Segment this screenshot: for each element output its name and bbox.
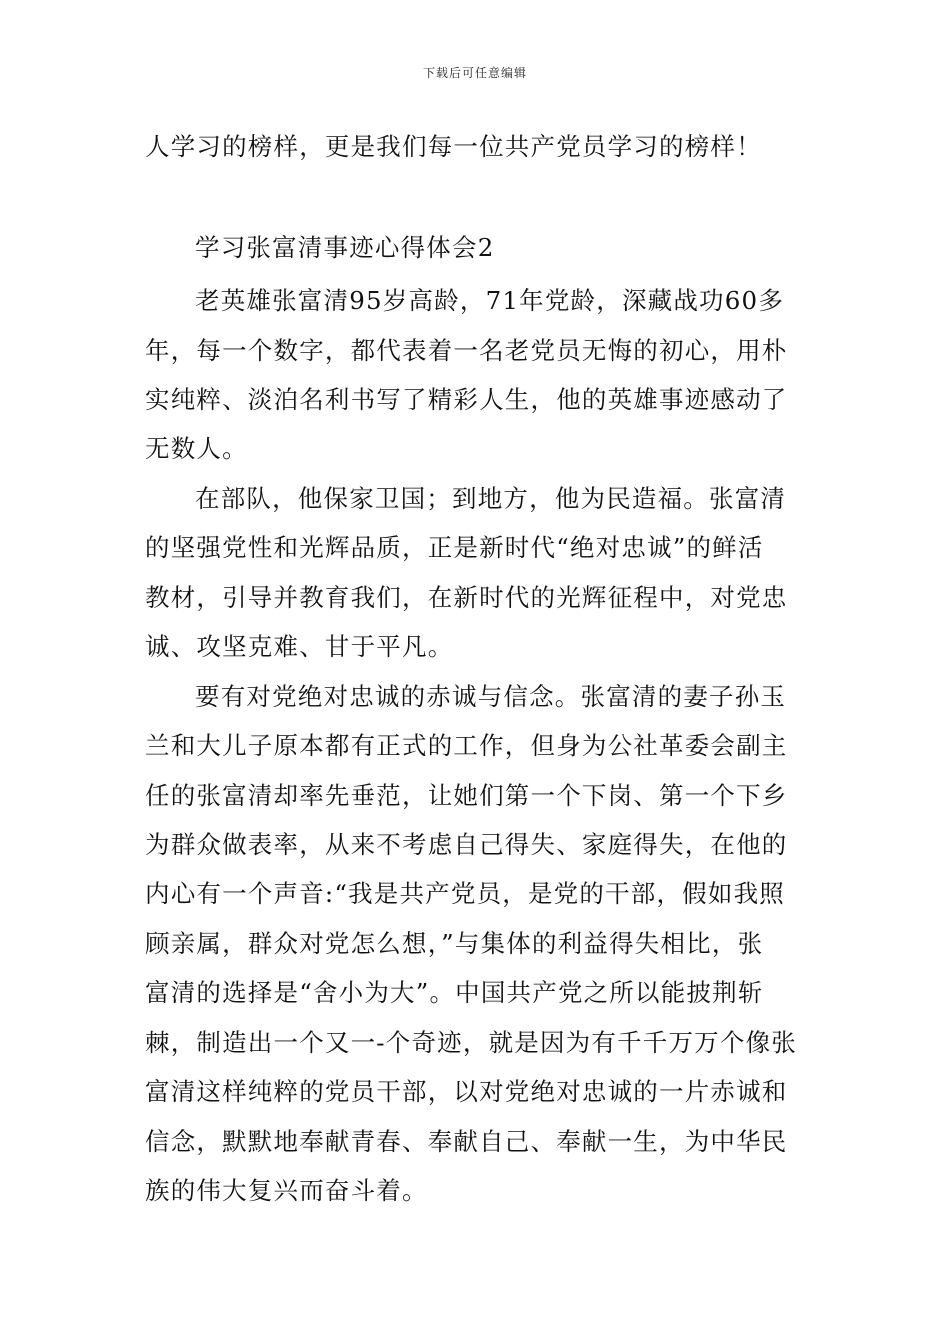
text-line: 的坚强党性和光辉品质，正是新时代“绝对忠诚”的鲜活 (145, 533, 764, 562)
text-line: 族的伟大复兴而奋斗着。 (145, 1176, 428, 1205)
text-line: 信念，默默地奉献青春、奉献自己、奉献一生，为中华民 (145, 1127, 788, 1156)
text-line: 顾亲属，群众对党怎么想，”与集体的利益得失相比，张 (145, 929, 764, 958)
section-title: 学习张富清事迹心得体会2 (195, 233, 495, 262)
text-line: 诚、攻坚克难、甘于平凡。 (145, 632, 454, 661)
text-line: 无数人。 (145, 434, 248, 463)
text-line: 富清的选择是“舍小为大”。中国共产党之所以能披荆斩 (145, 978, 764, 1007)
text-line: 老英雄张富清95岁高龄，71年党龄，深藏战功60多 (195, 286, 785, 315)
text-line: 实纯粹、淡泊名利书写了精彩人生，他的英雄事迹感动了 (145, 385, 788, 414)
text-line: 兰和大儿子原本都有正式的工作，但身为公社革委会副主 (145, 731, 788, 760)
text-line: 富清这样纯粹的党员干部，以对党绝对忠诚的一片赤诚和 (145, 1077, 788, 1106)
text-line: 为群众做表率，从来不考虑自己得失、家庭得失，在他的 (145, 830, 788, 859)
text-line: 棘，制造出一个又一-个奇迹，就是因为有千千万万个像张 (145, 1028, 797, 1057)
text-line: 内心有一个声音:“我是共产党员，是党的干部，假如我照 (145, 879, 785, 908)
text-line: 要有对党绝对忠诚的赤诚与信念。张富清的妻子孙玉 (195, 682, 787, 711)
text-line: 年，每一个数字，都代表着一名老党员无悔的初心，用朴 (145, 336, 788, 365)
header-note: 下载后可任意编辑 (422, 66, 527, 80)
text-line: 教材，引导并教育我们，在新时代的光辉征程中，对党忠 (145, 583, 788, 612)
text-line: 在部队，他保家卫国；到地方，他为民造福。张富清 (195, 484, 787, 513)
text-line: 人学习的榜样，更是我们每一位共产党员学习的榜样！ (145, 132, 762, 161)
text-line: 任的张富清却率先垂范，让她们第一个下岗、第一个下乡 (145, 781, 788, 810)
